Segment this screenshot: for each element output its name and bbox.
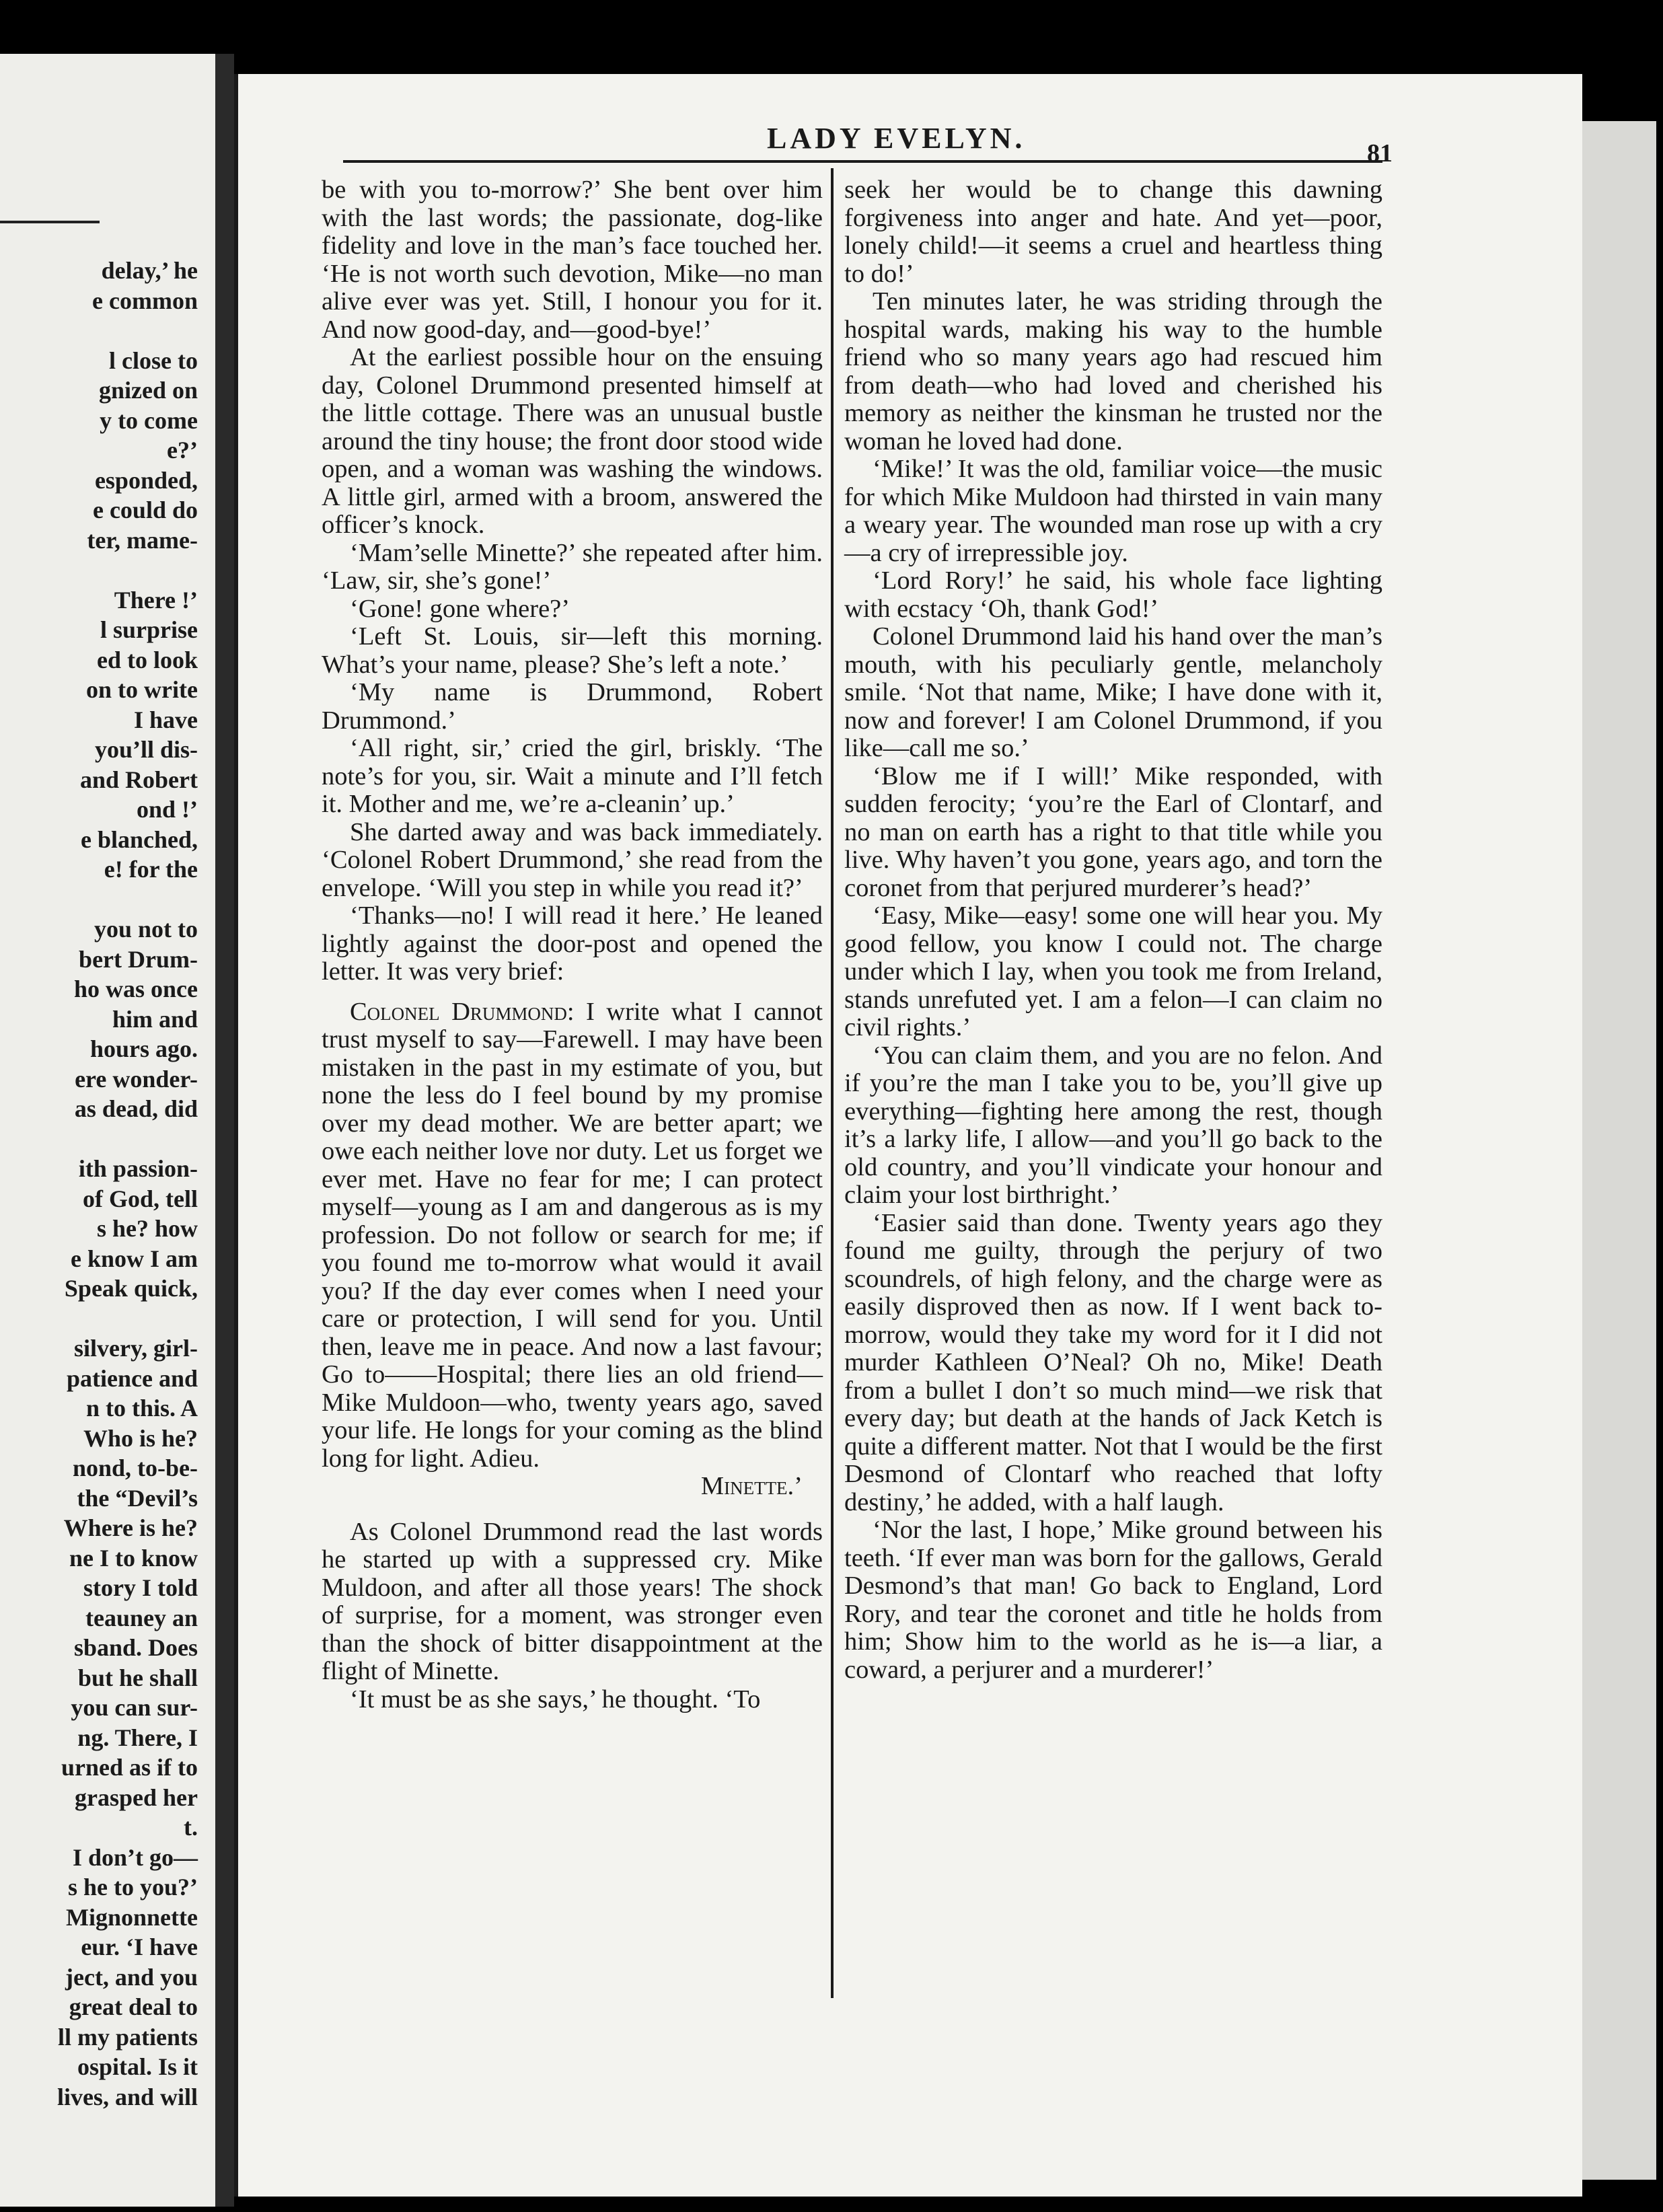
paragraph: ‘Easier said than done. Twenty years ago they found me guilty, through the perjury of two scoundrels, of high felony, and the charge were as easily disproved then as now. If I went back to-morrow, would they take my word for it I did not murder Kathleen O’Neal? Oh no, Mike! Death from a bullet I don’t so much mind—we risk that every day; but death at the hands of Jack Ketch is quite a different matter. Not that I would be the first Desmond of Clontarf who reached that lofty destiny,’ he added, with a half laugh. (844, 1208, 1382, 1516)
facing-page-line (3, 1124, 215, 1154)
text-column-left (322, 176, 823, 1713)
page-number: 81 (1367, 139, 1393, 168)
letter (322, 998, 823, 1501)
signature-text: Minette.’ (700, 1472, 803, 1500)
facing-page-line: Speak quick, (64, 1275, 198, 1302)
facing-page-line: silvery, girl- (74, 1335, 198, 1362)
facing-page-line: grasped her (75, 1783, 198, 1811)
facing-page (0, 54, 215, 2207)
facing-page-line: sband. Does (73, 1634, 198, 1661)
page-title: LADY EVELYN. (767, 122, 1026, 155)
facing-page-line: t. (184, 1814, 198, 1841)
paragraph: Ten minutes later, he was striding through the hospital wards, making his way to the humble friend who so many years ago had rescued him from death—who had loved and cherished his memory as neither the kinsman he trusted nor the woman he loved had done. (844, 287, 1382, 455)
paragraph: ‘All right, sir,’ cried the girl, briskly. ‘The note’s for you, sir. Wait a minute and I’ll fetch it. Mother and me, we’re a-cleanin’ up.’ (322, 734, 823, 818)
facing-page-line: urned as if to (61, 1754, 198, 1781)
paragraph: ‘Thanks—no! I will read it here.’ He leaned lightly against the door-post and opened the letter. It was very brief: (322, 901, 823, 986)
paragraph: Colonel Drummond laid his hand over the man’s mouth, with his peculiarly gentle, melancholy smile. ‘Not that name, Mike; I have done with it, now and forever! I am Colonel Drummond, if you like—call me so.’ (844, 622, 1382, 762)
facing-page-line (3, 1304, 215, 1334)
text-column-right (844, 176, 1382, 1684)
paragraph: ‘Mike!’ It was the old, familiar voice—the music for which Mike Muldoon had thirsted in vain many a weary year. The wounded man rose up with a cry—a cry of irrepressible joy. (844, 455, 1382, 567)
facing-page-line: Who is he? (83, 1424, 198, 1452)
facing-page-line: e! for the (104, 856, 198, 883)
letter-text (322, 998, 823, 1473)
facing-page-line: as dead, did (74, 1095, 198, 1122)
facing-page-line: great deal to (69, 1993, 198, 2020)
facing-page-line: but he shall (77, 1664, 198, 1691)
page-edge (1582, 121, 1656, 2180)
running-head (343, 112, 1393, 168)
letter-body: : I write what I cannot trust myself to say—Farewell. I may have been mistaken in the past in my estimate of you, but none the less do I feel bound by my promise over my dead mother. We are better apart; we owe each neither love nor duty. Let us forget we ever met. Have no fear for me; I can protect myself—young as I am and dangerous as is my profession. Do not follow or search for me; if you found me to-morrow what would it avail you? If the day ever comes when I need your care or protection, I will send for you. Until then, leave me in peace. And now a last favour; Go to——Hospital; there lies an old friend—Mike Muldoon—who, twenty years ago, saved your life. He longs for your coming as the blind long for light. Adieu. (322, 997, 823, 1473)
paragraph: ‘Mam’selle Minette?’ she repeated after him. ‘Law, sir, she’s gone!’ (322, 538, 823, 595)
facing-page-line: patience and (66, 1364, 198, 1392)
facing-page-line: e?’ (167, 437, 198, 464)
facing-page-line: on to write (86, 676, 198, 703)
facing-page-line: gnized on (98, 377, 198, 404)
facing-page-line: teauney an (85, 1604, 198, 1631)
paragraph: ‘It must be as she says,’ he thought. ‘To (350, 1685, 761, 1713)
paragraph: ‘Gone! gone where?’ (350, 594, 570, 623)
facing-page-line: I don’t go— (72, 1843, 198, 1871)
facing-page-line: you’ll dis- (94, 736, 198, 763)
paragraph: be with you to-morrow?’ She bent over him with the last words; the passionate, dog-like fidelity and love in the man’s face touched her. ‘He is not worth such devotion, Mike—no man alive ever was yet. Still, I honour you for it. And now good-day, and—good-bye!’ (322, 176, 823, 344)
facing-page-line: ere wonder- (75, 1065, 198, 1093)
facing-page-line: e common (92, 287, 198, 314)
paragraph: She darted away and was back immediately. ‘Colonel Robert Drummond,’ she read from the envelope. ‘Will you step in while you read it?’ (322, 817, 823, 902)
facing-page-line: delay,’ he (101, 257, 198, 284)
facing-page-line: y to come (100, 406, 198, 434)
facing-page-line: hours ago. (89, 1035, 198, 1062)
facing-page-line: s he? how (96, 1215, 198, 1242)
facing-page-line: ne I to know (69, 1544, 198, 1572)
facing-page-line: ith passion- (78, 1155, 198, 1182)
facing-page-line: you not to (94, 916, 198, 943)
paragraph: As Colonel Drummond read the last words he started up with a suppressed cry. Mike Muldoon, and after all those years! The shock of surprise, for a moment, was stronger even than the shock of bitter disappointment at the flight of Minette. (322, 1517, 823, 1685)
paragraph: At the earliest possible hour on the ensuing day, Colonel Drummond presented himself at the little cottage. There was an unusual bustle around the tiny house; the front door stood wide open, and a woman was washing the windows. A little girl, armed with a broom, answered the officer’s knock. (322, 343, 823, 539)
facing-page-line: e could do (92, 496, 198, 523)
book-gutter (215, 54, 234, 2207)
facing-page-line: ho was once (73, 975, 198, 1002)
facing-page-line: e blanched, (80, 825, 198, 853)
letter-signature (322, 1473, 823, 1501)
header-rule (343, 160, 1382, 163)
facing-page-line: ed to look (96, 646, 198, 673)
facing-page-line: the “Devil’s (77, 1484, 198, 1512)
facing-page-line: lives, and will (57, 2083, 198, 2110)
paragraph: ‘Nor the last, I hope,’ Mike ground between his teeth. ‘If ever man was born for the gallows, Gerald Desmond’s that man! Go back to England, Lord Rory, and tear the coronet and title he holds from him; Show him to the world as he is—a liar, a coward, a perjurer and a murderer!’ (844, 1516, 1382, 1684)
facing-page-line: ng. There, I (77, 1724, 198, 1751)
facing-page-line: I have (133, 706, 198, 733)
facing-page-text (3, 256, 215, 2112)
paragraph: ‘Blow me if I will!’ Mike responded, with sudden ferocity; ‘you’re the Earl of Clontarf, and no man on earth has a right to that title while you live. Why haven’t you gone, years ago, and torn the coronet from that perjured murderer’s head?’ (844, 762, 1382, 902)
paragraph: ‘Left St. Louis, sir—left this morning. What’s your name, please? She’s left a note.’ (322, 622, 823, 679)
facing-page-line: e know I am (70, 1245, 198, 1272)
facing-page-line: bert Drum- (79, 945, 198, 973)
facing-page-line: story I told (83, 1574, 198, 1601)
facing-page-line (3, 885, 215, 915)
facing-page-line: ond !’ (136, 796, 198, 823)
facing-page-line: Where is he? (63, 1514, 198, 1541)
column-divider (831, 168, 834, 1998)
facing-page-line: ter, mame- (87, 526, 198, 554)
facing-page-line: n to this. A (85, 1395, 198, 1422)
facing-page-line: s he to you?’ (67, 1874, 198, 1901)
facing-page-line: of God, tell (83, 1185, 198, 1212)
paragraph: ‘You can claim them, and you are no felon. And if you’re the man I take you to be, you’ll give up everything—fighting here among the rest, though it’s a larky life, I allow—and you’ll go back to the old country, and you’ll vindicate your honour and claim your lost birthright.’ (844, 1041, 1382, 1209)
facing-page-line: ospital. Is it (77, 2053, 198, 2080)
paragraph: ‘My name is Drummond, Robert Drummond.’ (322, 678, 823, 735)
facing-page-line: Mignonnette (66, 1903, 198, 1931)
paragraph: ‘Easy, Mike—easy! some one will hear you. My good fellow, you know I could not. The charge under which I lay, when you took me from Ireland, stands unrefuted yet. I am a felon—I can claim no civil rights.’ (844, 901, 1382, 1041)
paragraph: ‘Lord Rory!’ he said, his whole face lighting with ecstacy ‘Oh, thank God!’ (844, 566, 1382, 623)
facing-page-line: ll my patients (57, 2023, 198, 2051)
facing-page-line: There !’ (114, 586, 198, 614)
facing-page-line: him and (112, 1005, 198, 1033)
facing-page-line: you can sur- (71, 1694, 198, 1721)
paragraph: seek her would be to change this dawning forgiveness into anger and hate. And yet—poor, lonely child!—it seems a cruel and heartless thing to do!’ (844, 176, 1382, 288)
letter-salutation: Colonel Drummond (350, 997, 567, 1026)
facing-page-line: eur. ‘I have (81, 1933, 198, 1960)
facing-page-rule (0, 221, 100, 223)
facing-page-line: nond, to-be- (72, 1454, 198, 1481)
facing-page-line (3, 316, 215, 346)
facing-page-line: esponded, (94, 466, 198, 494)
facing-page-line: and Robert (79, 766, 198, 793)
facing-page-line: ject, and you (65, 1963, 198, 1991)
facing-page-line (3, 555, 215, 585)
facing-page-line: l surprise (100, 616, 198, 643)
facing-page-line: l close to (109, 346, 198, 374)
